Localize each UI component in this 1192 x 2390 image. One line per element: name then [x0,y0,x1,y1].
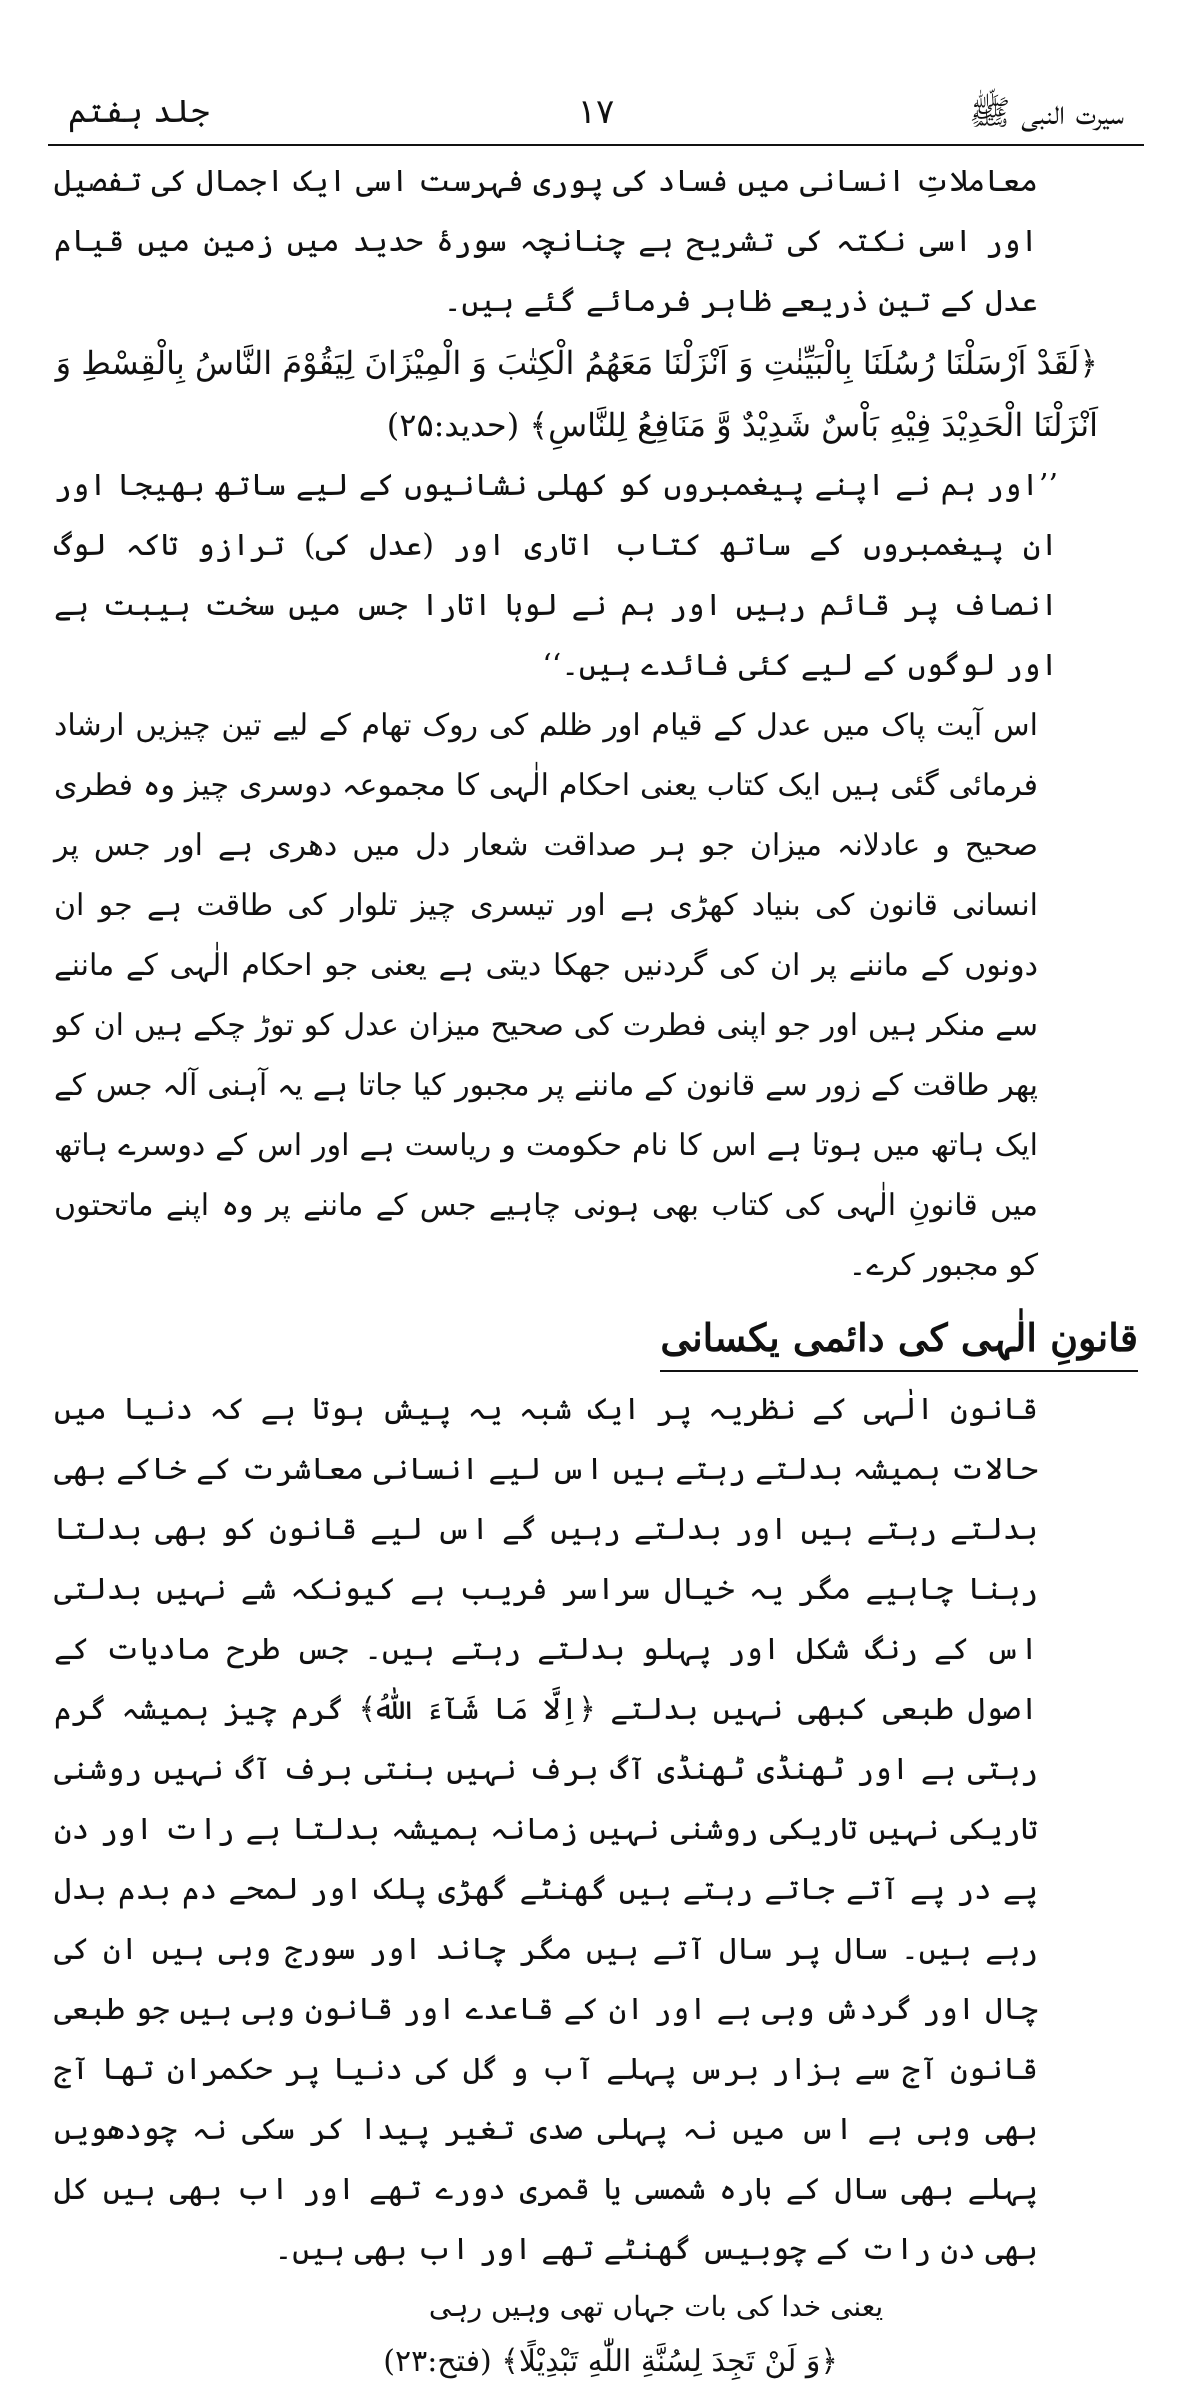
page-body [54,152,1138,2390]
quran-verse-fath: ﴿وَ لَنْ تَجِدَ لِسُنَّةِ اللّٰهِ تَبْدِيْلًا﴾ (فتح:۲۳) [383,2344,838,2379]
book-title: سیرت النبی ﷺ [969,93,1124,133]
paragraph-divine-law: قانونِ الٰہی کے نظریہ پر ایک شبہ یہ پیش ہوتا ہے کہ دنیا میں حالات ہمیشہ بدلتے رہتے ہیں اس لیے انسانی معاشرت کے خاکے بھی بدلتے رہتے ہیں اور بدلتے رہیں گے اس لیے قانون کو بھی بدلتا رہنا چاہیے مگر یہ خیال سراسر فریب ہے کیونکہ شے نہیں بدلتی اس کے رنگ شکل اور پہلو بدلتے رہتے ہیں۔ جس طرح مادیات کے اصول طبعی کبھی نہیں بدلتے ﴿اِلَّا مَا شَآءَ اللّٰهُ﴾ گرم چیز ہمیشہ گرم رہتی ہے اور ٹھنڈی ٹھنڈی آگ برف نہیں بنتی برف آگ نہیں روشنی تاریکی نہیں تاریکی روشنی نہیں زمانہ ہمیشہ بدلتا ہے رات اور دن پے در پے آتے جاتے رہتے ہیں گھنٹے گھڑی پلک اور لمحے دم بدم بدل رہے ہیں۔ سال پر سال آتے ہیں مگر چاند اور سورج وہی ہیں ان کی چال اور گردش وہی ہے اور ان کے قاعدے اور قانون وہی ہیں جو طبعی قانون آج سے ہزار برس پہلے آب و گل کی دنیا پر حکمران تھا آج بھی وہی ہے اس میں نہ پہلی صدی تغیر پیدا کر سکی نہ چودھویں پہلے بھی سال کے بارہ شمسی یا قمری دورے تھے اور اب بھی ہیں کل بھی دن رات کے چوبیس گھنٹے تھے اور اب بھی ہیں۔ [54,1392,1038,2267]
paragraph-explanation: اس آیت پاک میں عدل کے قیام اور ظلم کی روک تھام کے لیے تین چیزیں ارشاد فرمائی گئی ہیں ایک کتاب یعنی احکام الٰہی کا مجموعہ دوسری چیز وہ فطری صحیح و عادلانہ میزان جو ہر صداقت شعار دل میں دھری ہے اور جس پر انسانی قانون کی بنیاد کھڑی ہے اور تیسری چیز تلوار کی طاقت ہے جو ان دونوں کے ماننے پر ان کی گردنیں جھکا دیتی ہے یعنی جو احکام الٰہی کے ماننے سے منکر ہیں اور جو اپنی فطرت کی صحیح میزان عدل کو توڑ چکے ہیں ان کو پھر طاقت کے زور سے قانون کے ماننے پر مجبور کیا جاتا ہے یہ آہنی آلہ جس کے ایک ہاتھ میں ہوتا ہے اس کا نام حکومت و ریاست ہے اور اس کے دوسرے ہاتھ میں قانونِ الٰہی کی کتاب بھی ہونی چاہیے جس کے ماننے پر وہ اپنے ماتحتوں کو مجبور کرے۔ [54,708,1039,1283]
poetry-couplet: یعنی خدا کی بات جہاں تھی وہیں رہی [428,2290,884,2323]
quran-verse-hadid: ﴿لَقَدْ اَرْسَلْنَا رُسُلَنَا بِالْبَيِّنٰتِ وَ اَنْزَلْنَا مَعَهُمُ الْكِتٰبَ وَ الْمِيْزَانَ لِيَقُوْمَ النَّاسُ بِالْقِسْطِ وَ اَنْزَلْنَا الْحَدِيْدَ فِيْهِ بَاْسٌ شَدِيْدٌ وَّ مَنَافِعُ لِلنَّاسِ﴾ (حدید:۲۵) [55,344,1098,444]
section-heading-wrap [54,1308,1138,1374]
verse-translation: ’’اور ہم نے اپنے پیغمبروں کو کھلی نشانیوں کے لیے ساتھ بھیجا اور ان پیغمبروں کے ساتھ کتاب اتاری اور (عدل کی) ترازو تاکہ لوگ انصاف پر قائم رہیں اور ہم نے لوہا اتارا جس میں سخت ہیبت ہے اور لوگوں کے لیے کئی فائدے ہیں۔‘‘ [54,468,1058,683]
page-number: ۱۷ [577,92,615,132]
section-heading: قانونِ الٰہی کی دائمی یکسانی [660,1308,1138,1372]
paragraph-intro: معاملاتِ انسانی میں فساد کی پوری فہرست اسی ایک اجمال کی تفصیل اور اسی نکتہ کی تشریح ہے چنانچہ سورۂ حدید میں زمین میں قیام عدل کے تین ذریعے ظاہر فرمائے گئے ہیں۔ [54,164,1038,319]
header-divider [48,144,1144,146]
volume-label: جلد ہفتم [68,92,210,130]
